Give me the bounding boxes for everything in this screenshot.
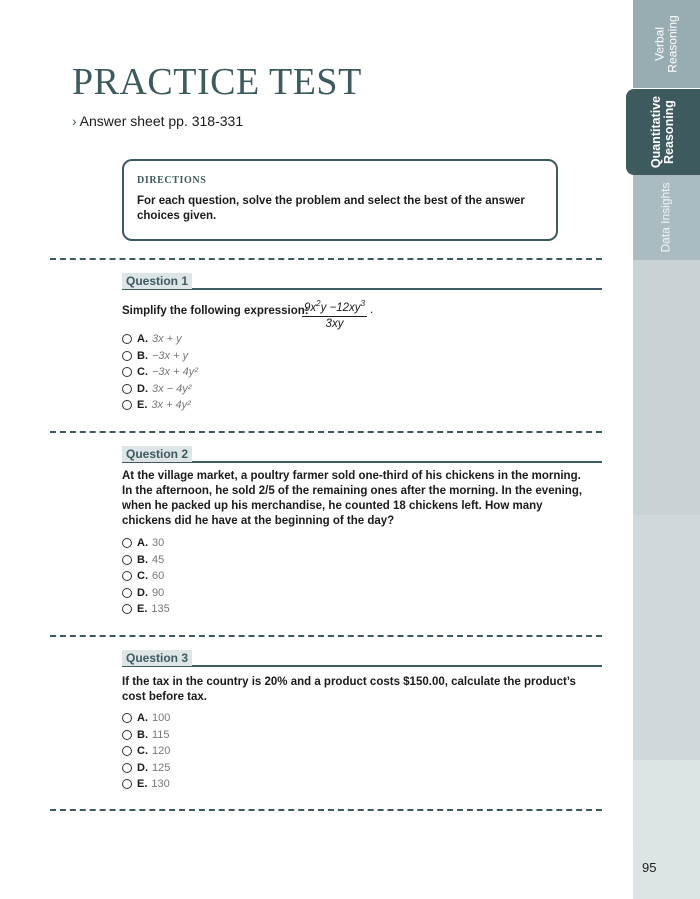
radio-button[interactable] xyxy=(122,400,132,410)
radio-button[interactable] xyxy=(122,334,132,344)
page-number: 95 xyxy=(642,860,657,875)
question-2-option-a[interactable]: A. 30 xyxy=(122,535,170,552)
radio-button[interactable] xyxy=(122,763,132,773)
section-divider xyxy=(50,431,602,433)
question-1-option-b[interactable]: B. −3x + y xyxy=(122,348,198,365)
sidebar-block xyxy=(633,260,700,515)
tab-verbal-reasoning[interactable]: Verbal Reasoning xyxy=(633,0,700,88)
question-2-options xyxy=(122,535,170,618)
question-3-option-d[interactable]: D. 125 xyxy=(122,760,170,777)
directions-title: DIRECTIONS xyxy=(137,175,207,186)
sidebar-block xyxy=(633,760,700,845)
fraction-numerator: $9x^2y -12xy^3$ xyxy=(302,296,367,317)
question-1-options xyxy=(122,331,198,414)
tab-quantitative-reasoning[interactable]: Quantitative Reasoning xyxy=(626,89,700,175)
radio-button[interactable] xyxy=(122,571,132,581)
section-divider xyxy=(50,635,602,637)
radio-button[interactable] xyxy=(122,779,132,789)
question-3-option-b[interactable]: B. 115 xyxy=(122,727,170,744)
question-3-label: Question 3 xyxy=(122,650,192,666)
question-1-fraction xyxy=(302,296,367,332)
answer-sheet-text: Answer sheet pp. 318-331 xyxy=(79,113,244,129)
question-1-option-c[interactable]: C. −3x + 4y² xyxy=(122,364,198,381)
question-2-text: At the village market, a poultry farmer sold one-third of his chickens in the morning. In the afternoon, he sold 2/5 of the remaining ones after the morning. In the evening, when he packed up his merchandise, he counted 18 chickens left. How many chickens did he have at the beginning of the day? xyxy=(122,470,583,527)
fraction-denominator: 3xy xyxy=(325,317,344,330)
radio-button[interactable] xyxy=(122,384,132,394)
section-sidebar xyxy=(633,0,700,899)
chevron-right-icon: › xyxy=(72,113,77,129)
question-1-option-e[interactable]: E. 3x + 4y² xyxy=(122,397,198,414)
page-title: PRACTICE TEST xyxy=(72,61,362,103)
radio-button[interactable] xyxy=(122,713,132,723)
question-3-option-c[interactable]: C. 120 xyxy=(122,743,170,760)
question-2-option-e[interactable]: E. 135 xyxy=(122,601,170,618)
question-1-label: Question 1 xyxy=(122,273,192,289)
question-1-header xyxy=(122,272,602,290)
fraction-trail: . xyxy=(370,304,374,316)
directions-text: For each question, solve the problem and select the best of the answer choices given. xyxy=(137,195,525,222)
question-3-options xyxy=(122,710,170,793)
radio-button[interactable] xyxy=(122,588,132,598)
question-1-text: Simplify the following expression: xyxy=(122,305,309,317)
radio-button[interactable] xyxy=(122,555,132,565)
radio-button[interactable] xyxy=(122,538,132,548)
question-2-option-b[interactable]: B. 45 xyxy=(122,552,170,569)
sidebar-block xyxy=(633,515,700,760)
question-2-header xyxy=(122,445,602,463)
tab-data-insights[interactable]: Data Insights xyxy=(633,175,700,260)
directions-box xyxy=(122,159,558,241)
question-2-option-d[interactable]: D. 90 xyxy=(122,585,170,602)
section-divider xyxy=(50,258,602,260)
radio-button[interactable] xyxy=(122,351,132,361)
question-2-label: Question 2 xyxy=(122,446,192,462)
question-1-option-a[interactable]: A. 3x + y xyxy=(122,331,198,348)
radio-button[interactable] xyxy=(122,730,132,740)
question-3-header xyxy=(122,649,602,667)
question-1-option-d[interactable]: D. 3x − 4y² xyxy=(122,381,198,398)
answer-sheet-reference xyxy=(72,113,243,129)
radio-button[interactable] xyxy=(122,367,132,377)
question-3-option-e[interactable]: E. 130 xyxy=(122,776,170,793)
radio-button[interactable] xyxy=(122,604,132,614)
section-divider xyxy=(50,809,602,811)
question-2-option-c[interactable]: C. 60 xyxy=(122,568,170,585)
radio-button[interactable] xyxy=(122,746,132,756)
question-3-text: If the tax in the country is 20% and a product costs $150.00, calculate the product’s cost before tax. xyxy=(122,676,576,703)
question-3-option-a[interactable]: A. 100 xyxy=(122,710,170,727)
